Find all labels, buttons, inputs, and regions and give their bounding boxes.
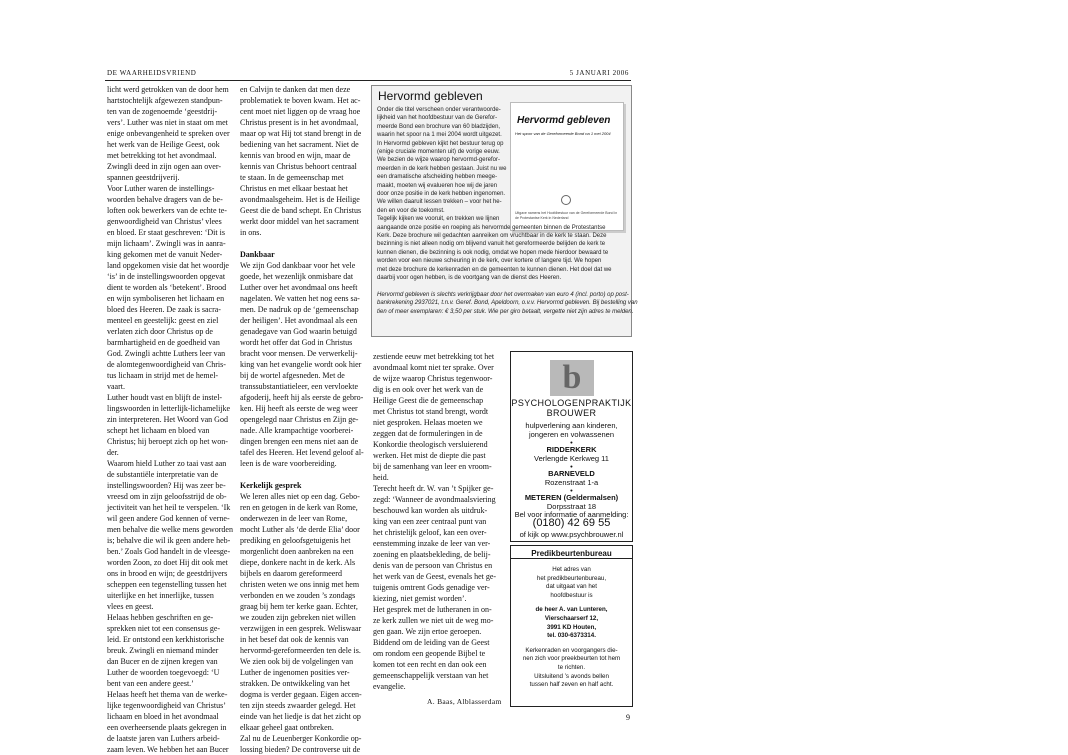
text-line: gen gaan. We zijn ertoe geroepen.: [373, 627, 482, 636]
text-line: en Calvijn te danken dat men deze: [240, 85, 351, 94]
bureau-line: hoofdbestuur is: [550, 591, 593, 599]
practice-logo: b: [550, 360, 594, 396]
text-line: strakken. De ontwikkeling van het: [240, 679, 350, 688]
text-line: ‘is’ in de instellingswoorden opgevat: [107, 272, 226, 281]
text-line: Christus en met elkaar bestaat het: [240, 184, 348, 193]
text-line: elkaar geheel gaat ontbreken.: [240, 723, 334, 732]
ad-line: hulpverlening aan kinderen,: [525, 421, 618, 430]
practice-owner: BROUWER: [546, 408, 597, 418]
text-line: ze kerk zullen we niet uit de weg mo-: [373, 616, 494, 625]
text-line: lossing bieden? De controverse uit de: [240, 745, 361, 754]
text-line: ben.’ Zoals God handelt in de vleesge-: [107, 547, 231, 556]
text-line: Heilige Geest die de gemeenschap: [373, 396, 484, 405]
text-line: We bezien de wijze waarop hervormd-gerefor-: [377, 157, 500, 164]
bureau-line: dat uitgaat van het: [546, 583, 597, 591]
text-line: leen is de ware voorbereiding.: [240, 459, 337, 468]
bureau-title: Predikbeurtenbureau: [531, 549, 612, 558]
text-line: We willen daaruit lessen trekken – voor het he-: [377, 199, 502, 206]
bureau-line: Het adres van: [552, 566, 591, 573]
text-line: wil geen andere God kennen of verne-: [107, 514, 230, 523]
text-line: nade. Alle krampachtige voorberei-: [240, 426, 354, 435]
text-line: evangelie.: [373, 682, 406, 691]
text-line: sprekken niet tot een consensus ge-: [107, 624, 221, 633]
text-line: Voor Luther waren de instellings-: [107, 184, 215, 193]
text-line: goede, het wezenlijk onmisbare dat: [240, 272, 354, 281]
text-line: king gekomen met de vanuit Neder-: [107, 250, 223, 259]
text-line: te staan. In de gemeenschap met: [240, 173, 344, 182]
text-line: scheppen een tegenstelling tussen het: [107, 580, 227, 589]
text-line: Tegelijk kijken we vooruit, en trekken we lijnen: [377, 216, 500, 223]
text-line: We leren alles niet op een dag. Gebo-: [240, 492, 360, 501]
text-line: Konkordie theologisch versluierend: [373, 440, 488, 449]
text-line: cent moet niet liggen op de vraag hoe: [240, 107, 361, 116]
text-line: Het gesprek met de lutheranen in on-: [373, 605, 492, 614]
text-line: de wijze waarop Christus tegenwoor-: [373, 374, 493, 383]
text-line: We zien ook bij de volgelingen van: [240, 657, 354, 666]
text-line: Kerk. Deze brochure wil gedachten aanreiken om vruchtbaar in de kerk te staan. Deze: [377, 232, 607, 239]
text-line: een dramatische afscheiding hebben meege-: [377, 174, 498, 181]
text-line: de laatste jaren van Luthers arbeid-: [107, 734, 220, 743]
running-header: [105, 68, 631, 81]
text-line: beschouwd kan worden als uitdruk-: [373, 506, 488, 515]
text-line: ten van de zogenoemde ‘geestdrij-: [107, 107, 218, 116]
text-line: In Hervormd gebleven kijkt het bestuur terug op: [377, 140, 504, 147]
text-line: bloed des Heeren. De zaak is sacra-: [107, 305, 221, 314]
text-line: mocht Luther als ‘de derde Elia’ door: [240, 525, 360, 534]
text-line: land opgekomen visie dat het woordje: [107, 261, 229, 270]
brochure-cover-subtitle: Het spoor van de Gereformeerde Bond na 1 mei 2004: [515, 131, 611, 136]
text-line: in ons.: [240, 228, 262, 237]
text-line: avondmaalsgeheim. Het is de Heilige: [240, 195, 360, 204]
text-line: kennis van Christus behoort centraal: [240, 162, 357, 171]
text-line: het werk van de Heilige Geest, ook: [107, 140, 220, 149]
bureau-line: 3991 KD Houten,: [546, 623, 597, 631]
ad-line: RIDDERKERK: [546, 445, 597, 454]
page-number: 9: [626, 713, 630, 722]
text-line: hartstochtelijk afgewezen standpun-: [107, 96, 223, 105]
text-line: king van een zeer centraal punt van: [373, 517, 487, 526]
text-line: lijkheid van het hoofdbestuur van de Gerefor-: [377, 115, 498, 122]
text-line: breuk. Zwingli en niemand minder: [107, 646, 219, 655]
brochure-announcement: [371, 85, 638, 337]
ad-line: •: [570, 438, 573, 447]
text-line: lichaam en bloed in het avondmaal: [107, 712, 219, 721]
text-line: Luther over het avondmaal ons heeft: [240, 283, 358, 292]
text-line: Helaas heeft het thema van de werke-: [107, 690, 228, 699]
text-line: zeggen dat de formuleringen in de: [373, 429, 483, 438]
text-line: transsubstantiatieleer, een vervloekte: [240, 382, 359, 391]
text-line: we zouden zijn gebreken niet willen: [240, 613, 356, 622]
text-line: vreesd om in zijn geloofsstrijd de ob-: [107, 492, 227, 501]
text-line: vers’. Luther was niet in staat om met: [107, 118, 228, 127]
text-line: onderwezen in de leer van Rome,: [240, 514, 348, 523]
text-line: kiezing, niet gemist worden’.: [373, 594, 467, 603]
text-line: ren en getogen in de kerk van Rome,: [240, 503, 358, 512]
text-line: de alomtegenwoordigheid van Chris-: [107, 360, 226, 369]
text-line: zaam leven. We hebben het aan Bucer: [107, 745, 229, 754]
text-line: bij de wortel afgesneden. Met de: [240, 371, 345, 380]
bureau-line: tussen half zeven en half acht.: [529, 681, 614, 689]
text-line: daarbij voor ogen hebben, is de voortgang van de dienst des Heeren.: [377, 274, 562, 281]
article-column-1: [107, 84, 237, 754]
text-line: tuigenis omtrent Gods genadige ver-: [373, 583, 490, 592]
text-line: men behalve die welke mens geworden: [107, 525, 233, 534]
text-line: spannen geestdrijverij.: [107, 173, 180, 182]
title-divider: [511, 558, 632, 559]
text-line: wordt het offer dat God in Christus: [240, 338, 353, 347]
text-line: worden voor een nieuwe scheuring in de kerk, over kortere of langere tijd. We hopen: [377, 258, 602, 265]
text-line: God. Zwingli achtte Luthers leer van: [107, 349, 226, 358]
text-line: (enige cruciale momenten uit) de vorige eeuw.: [377, 148, 500, 155]
text-line: Geest die de band schept. En Christus: [240, 206, 362, 215]
bureau-line: het predikbeurtenbureau,: [536, 574, 607, 582]
text-line: Kerkelijk gesprek: [240, 481, 302, 490]
text-line: bij de samenhang van leer en vroom-: [373, 462, 492, 471]
text-line: den en voor de toekomst.: [377, 207, 445, 214]
text-line: ken. Hij heeft als eerste de weg weer: [240, 404, 358, 413]
text-line: en wijn symboliseren het lichaam en: [107, 294, 225, 303]
psychologist-advertisement: [510, 351, 633, 542]
ordering-note: [377, 291, 638, 316]
practice-website: of kijk op www.psychbrouwer.nl: [519, 530, 624, 539]
text-line: niet gesproken. Helaas moeten we: [373, 418, 483, 427]
text-line: verzwijgen in een gesprek. Weliswaar: [240, 624, 362, 633]
text-line: vlees en geest.: [107, 602, 154, 611]
text-line: der heiligen’. Het avondmaal als een: [240, 316, 358, 325]
text-line: meerde Bond een brochure van 60 bladzijden,: [377, 123, 501, 130]
text-line: [240, 469, 368, 480]
text-line: genadegave van God waarin betuigd: [240, 327, 357, 336]
text-line: avondmaal komt niet ter sprake. Over: [373, 363, 494, 372]
text-line: Luther houdt vast en blijft de instel-: [107, 393, 223, 402]
ad-line: METEREN (Geldermalsen): [524, 493, 619, 502]
text-line: ten zijn steeds zwaarder gelegd. Het: [240, 701, 356, 710]
text-line: tus lichaam in strijd met de hemel-: [107, 371, 219, 380]
text-line: werken. Het mist de diepte die past: [373, 451, 486, 460]
text-line: Dankbaar: [240, 250, 275, 259]
text-line: de substantiële interpretatie van de: [107, 470, 219, 479]
text-line: jectiviteit van het heil te verspelen. ‘Ik: [107, 503, 231, 512]
text-line: worden Zoon, zo doet Hij dit ook met: [107, 558, 228, 567]
text-line: Luther de ingenomen posities ver-: [240, 668, 350, 677]
text-line: waarin het spoor na 1 mei 2004 wordt uitgezet.: [377, 132, 502, 139]
text-line: kennis van brood en wijn, maar de: [240, 151, 351, 160]
text-line: aangaande onze positie en roeping als hervormde gemeenten binnen de Protestantse: [377, 224, 606, 231]
text-line: Christus; hij beroept zich op het won-: [107, 437, 228, 446]
bond-logo-icon: [561, 195, 571, 205]
announcement-intro: [377, 106, 506, 223]
practice-phone: (0180) 42 69 55: [532, 517, 611, 529]
bureau-line: tel. 030-6373314.: [547, 632, 596, 640]
ad-line: Rozenstraat 1-a: [544, 477, 599, 487]
text-line: maakt, moeten wij evalueren hoe wij de jaren: [377, 182, 498, 189]
text-line: problematiek te boven kwam. Het ac-: [240, 96, 361, 105]
text-line: mijn lichaam’. Zwingli was in aanra-: [107, 239, 226, 248]
text-line: om rondom een geopende Bijbel te: [373, 649, 486, 658]
text-line: het christelijk geloof, kan een over-: [373, 528, 487, 537]
bureau-line: Kerkenraden en voorgangers die-: [525, 646, 618, 654]
ad-line: BARNEVELD: [548, 469, 595, 478]
text-line: afgoderij, heeft hij als eerste de gebro-: [240, 393, 364, 402]
text-line: christen weten we ons innig met hem: [240, 580, 360, 589]
text-line: eenstemming inzake de leer van ver-: [373, 539, 491, 548]
text-line: een overheersende plaats gekregen in: [107, 723, 227, 732]
text-line: Hervormd gebleven is slechts verkrijgbaar door het overmaken van euro 4 (incl. porto) op post-: [377, 292, 629, 298]
preaching-bureau-box: [510, 545, 633, 707]
text-line: en bloed. Er staat geschreven: ‘Dit is: [107, 228, 225, 237]
text-line: Zal nu de Leuenberger Konkordie op-: [240, 734, 362, 743]
bureau-line: nen zich voor preekbeurten tot hem: [522, 655, 621, 663]
text-line: bent van een andere geest.’: [107, 679, 194, 688]
brochure-cover-title: Hervormd gebleven: [517, 115, 611, 126]
text-line: loften ook bewerkers van de echte te-: [107, 206, 227, 215]
brochure-cover-image: [510, 102, 624, 231]
text-line: zoening en plaatsbekleding, de belij-: [373, 550, 491, 559]
text-line: leid. Er ontstond een kerkhistorische: [107, 635, 225, 644]
text-line: zestiende eeuw met betrekking tot het: [373, 352, 495, 361]
ad-line: jongeren en volwassenen: [528, 429, 615, 439]
text-line: tien of meer exemplaren: € 3,50 per stuk. Wie per giro betaalt, vergette niet zijn adres te melden.: [377, 308, 634, 315]
text-line: tafel des Heeren. Het levend geloof al-: [240, 448, 364, 457]
text-line: diepe, donkere nacht in de kerk. Als: [240, 558, 356, 567]
text-line: genwoordigheid van Christus’ vlees: [107, 217, 222, 226]
text-line: licht werd getrokken van de door hem: [107, 85, 229, 94]
text-line: barmhartigheid en de goedheid van: [107, 338, 220, 347]
publication-name: DE WAARHEIDSVRIEND: [107, 69, 197, 77]
text-line: Christus present is in het avondmaal,: [240, 118, 359, 127]
article-column-3: [373, 351, 503, 696]
bureau-line: de heer A. van Lunteren,: [535, 606, 608, 614]
text-line: Luther de woorden toegevoegd: ‘U: [107, 668, 220, 677]
text-line: hervormd-gereformeerden ten dele is.: [240, 646, 361, 655]
text-line: prediking en geloofsgetuigenis het: [240, 536, 351, 545]
text-line: door onze positie in de kerk hebben ingenomen.: [377, 190, 506, 197]
text-line: denis van de persoon van Christus en: [373, 561, 493, 570]
text-line: morgenlicht doen aanbreken na een: [240, 547, 354, 556]
text-line: in het besef dat ook de kennis van: [240, 635, 349, 644]
text-line: lingswoorden in letterlijk-lichamelijke: [107, 404, 231, 413]
bureau-line: Vierschaarserf 12,: [544, 615, 599, 622]
text-line: Onder die titel verscheen onder verantwoorde-: [377, 107, 501, 113]
text-line: instellingswoorden? Hij was zeer be-: [107, 481, 226, 490]
text-line: bracht voor mensen. De verwerkelij-: [240, 349, 358, 358]
text-line: Helaas hebben geschriften en ge-: [107, 613, 214, 622]
text-line: men. De nadruk op de ‘gemeenschap: [240, 305, 359, 314]
text-line: We zijn God dankbaar voor het vele: [240, 261, 356, 270]
author-signature: A. Baas, Alblasserdam: [427, 697, 502, 706]
ad-line: •: [570, 486, 573, 495]
text-line: Terecht heeft dr. W. van ’t Spijker ge-: [373, 484, 494, 493]
ad-line: Verlengde Kerkweg 11: [534, 453, 609, 463]
text-line: verbonden en we zouden ’s zondags: [240, 591, 356, 600]
text-line: het werk van de Geest, evenals het ge-: [373, 572, 497, 581]
text-line: heid.: [373, 473, 389, 482]
text-line: Waarom hield Luther zo taai vast aan: [107, 459, 227, 468]
text-line: Biddend om de leiding van de Geest: [373, 638, 490, 647]
text-line: dogma is verder gegaan. Eigen accen-: [240, 690, 362, 699]
text-line: met Christus tot stand brengt, wordt: [373, 407, 489, 416]
practice-name: PSYCHOLOGENPRAKTIJK: [511, 398, 632, 408]
text-line: met betrekking tot het avondmaal.: [107, 151, 217, 160]
text-line: bankrekening 2937021, t.n.v. Geref. Bond, Apeldoorn, o.v.v. Hervormd gebleven. Bij bestelling van: [377, 300, 638, 307]
text-line: menteel en geestelijk: geest en ziel: [107, 316, 219, 325]
text-line: kunnen dienen, die bezinning is ook nodig, omdat we hopen mede hierdoor bewaard te: [377, 249, 609, 256]
ad-line: •: [570, 462, 573, 471]
brochure-cover-footer: Uitgave namens het Hoofdbestuur van de Gereformeerde Bond in de Protestantse Kerk in Nederland: [515, 211, 618, 220]
bureau-line: Uitsluitend ’s avonds bellen: [534, 672, 609, 680]
text-line: lijke tegenwoordigheid van Christus’: [107, 701, 226, 710]
announcement-title: Hervormd gebleven: [378, 89, 483, 103]
announcement-body: [377, 224, 612, 283]
text-line: bijbels en daarom gereformeerd: [240, 569, 342, 578]
text-line: gemeenschappelijk verstaan van het: [373, 671, 489, 680]
text-line: woorden behalve dragers van de be-: [107, 195, 223, 204]
text-line: verlaten zich door Christus op de: [107, 327, 213, 336]
text-line: dient te worden als ‘betekent’. Brood: [107, 283, 227, 292]
text-line: einde van het liedje is dat het zicht op: [240, 712, 361, 721]
text-line: dig is en ook over het werk van de: [373, 385, 484, 394]
text-line: dingen brengen een mens niet aan de: [240, 437, 359, 446]
text-line: king van het evangelie wordt ook hier: [240, 360, 362, 369]
text-line: nagelaten. We vatten het nog eens sa-: [240, 294, 360, 303]
article-column-2: [240, 84, 368, 754]
text-line: ons in brood en wijn; de geestdrijvers: [107, 569, 228, 578]
text-line: vaart.: [107, 382, 125, 391]
text-line: [240, 238, 368, 249]
issue-date: 5 JANUARI 2006: [569, 69, 629, 77]
text-line: bediening van het sacrament. Niet de: [240, 140, 359, 149]
text-line: der.: [107, 448, 119, 457]
text-line: werkt door middel van het sacrament: [240, 217, 359, 226]
text-line: komen tot een recht en dan ook een: [373, 660, 487, 669]
text-line: zegd: ‘Wanneer de avondmaalsviering: [373, 495, 496, 504]
text-line: zin interpreteren. Het Woord van God: [107, 415, 228, 424]
text-line: enige onbevangenheid te spreken over: [107, 129, 230, 138]
text-line: maar op wat Hij tot stand brengt in de: [240, 129, 362, 138]
text-line: opengelegd naar Christus en Zijn ge-: [240, 415, 359, 424]
text-line: Zwingli deed in zijn ogen aan over-: [107, 162, 222, 171]
text-line: uiterlijke en het innerlijke, tussen: [107, 591, 214, 600]
text-line: is; behalve die wil ik geen andere heb-: [107, 536, 231, 545]
text-line: schept het lichaam en bloed van: [107, 426, 210, 435]
text-line: meerden in de kerk hebben gestaan. Juist nu we: [377, 165, 507, 172]
text-line: bezinning is niet alleen nodig om blijvend vanuit het gereformeerde belijden de kerk te: [377, 241, 606, 248]
ad-line: Dorpsstraat 18: [546, 501, 597, 511]
text-line: dan Bucer en de zijnen kregen van: [107, 657, 218, 666]
ad-line: Bel voor informatie of aanmelding:: [514, 510, 629, 519]
text-line: graag bij hem ter kerke gaan. Echter,: [240, 602, 358, 611]
text-line: met deze brochure de kerkenraden en de gemeenten te kunnen dienen. Het doel dat we: [377, 266, 612, 273]
bureau-line: te richten.: [557, 664, 586, 671]
